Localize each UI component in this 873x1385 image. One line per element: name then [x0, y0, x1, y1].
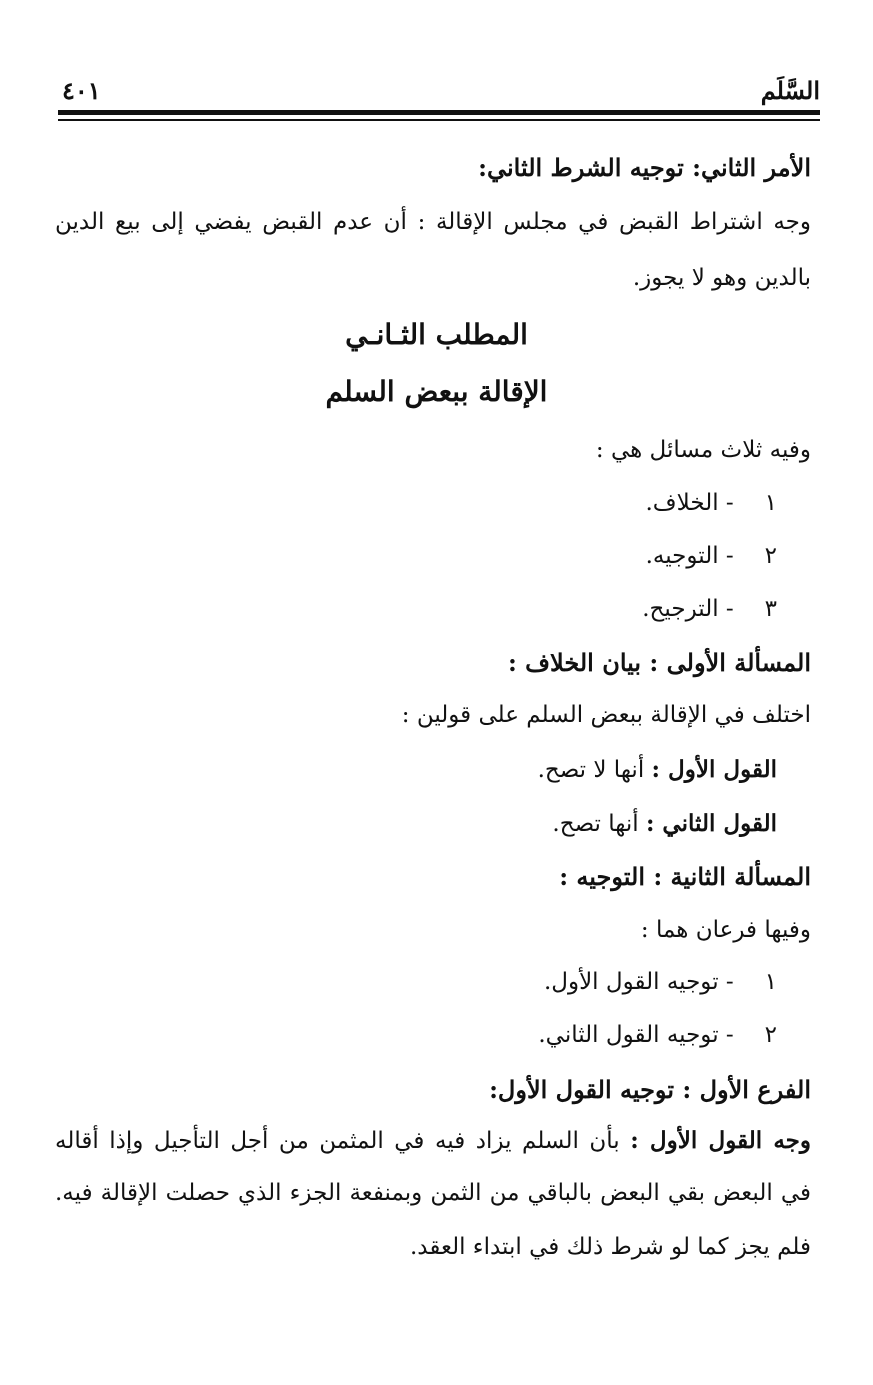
list-text: - توجيه القول الثاني. [538, 1022, 734, 1048]
list-item [642, 596, 777, 624]
list-number: ١ [764, 969, 777, 995]
section-heading: الأمر الثاني: توجيه الشرط الثاني: [478, 153, 811, 182]
paragraph-line: في البعض بقي البعض بالباقي من الثمن وبمنفعة الجزء الذي حصلت الإقالة فيه. [55, 1180, 811, 1206]
list-item [544, 969, 777, 997]
issue-heading: المسألة الثانية : التوجيه : [559, 862, 811, 891]
page-number: ٤٠١ [62, 76, 101, 105]
issue-text: وفيها فرعان هما : [640, 917, 811, 943]
paragraph-line [55, 1127, 811, 1156]
issue-text: اختلف في الإقالة ببعض السلم على قولين : [401, 702, 811, 728]
list-number: ٢ [764, 543, 777, 569]
opinion-text: أنها تصح. [552, 811, 646, 837]
opinion-label: القول الأول : [651, 756, 777, 783]
chapter-subtitle: الإقالة ببعض السلم [325, 375, 548, 408]
intro-text: وفيه ثلاث مسائل هي : [595, 437, 811, 463]
list-item [646, 543, 777, 571]
running-title: السَّلَم [760, 76, 820, 105]
list-text: - الترجيح. [642, 596, 734, 622]
paragraph-line: وجه اشتراط القبض في مجلس الإقالة : أن عدم القبض يفضي إلى بيع الدين [55, 209, 811, 235]
list-item [645, 490, 777, 518]
list-text: - التوجيه. [645, 543, 734, 569]
reason-text: بأن السلم يزاد فيه في المثمن من أجل التأجيل وإذا أقاله [55, 1128, 631, 1154]
paragraph-line: فلم يجز كما لو شرط ذلك في ابتداء العقد. [409, 1234, 811, 1260]
list-number: ٣ [764, 596, 777, 622]
branch-heading: الفرع الأول : توجيه القول الأول: [489, 1075, 811, 1104]
issue-heading: المسألة الأولى : بيان الخلاف : [507, 648, 811, 677]
opinion-label: القول الثاني : [645, 810, 777, 837]
opinion-line [538, 756, 777, 785]
list-text: - توجيه القول الأول. [543, 969, 734, 995]
opinion-line [552, 810, 777, 839]
header-rule-thick [58, 110, 820, 115]
list-text: - الخلاف. [645, 490, 734, 516]
paragraph-line: بالدين وهو لا يجوز. [632, 265, 811, 291]
reason-label: وجه القول الأول : [630, 1127, 811, 1154]
list-item [538, 1022, 777, 1050]
chapter-title: المطلب الثـانـي [345, 318, 528, 351]
opinion-text: أنها لا تصح. [537, 757, 652, 783]
page-header [58, 74, 820, 110]
list-number: ٢ [764, 1022, 777, 1048]
header-rule-thin [58, 119, 820, 121]
list-number: ١ [764, 490, 777, 516]
